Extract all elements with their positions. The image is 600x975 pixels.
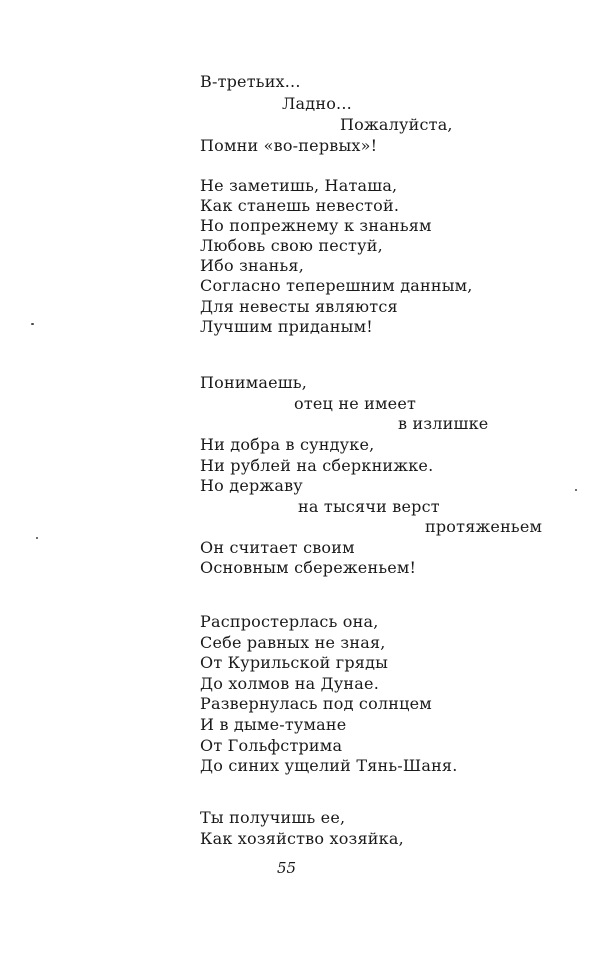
poem-line: Развернулась под солнцем xyxy=(200,694,432,713)
poem-line: на тысячи верст xyxy=(298,497,440,516)
poem-line: Ты получишь ее, xyxy=(200,808,346,827)
poem-line: Как хозяйство хозяйка, xyxy=(200,829,404,848)
poem-line: Ни добра в сундуке, xyxy=(200,435,375,454)
poem-line: В-третьих... xyxy=(200,72,301,91)
poem-line: протяженьем xyxy=(425,517,543,536)
poem-line: Ибо знанья, xyxy=(200,256,304,275)
scan-speck xyxy=(575,489,577,491)
poem-line: От Курильской гряды xyxy=(200,653,389,672)
poem-line: До синих ущелий Тянь-Шаня. xyxy=(200,756,458,775)
poem-line: Он считает своим xyxy=(200,538,355,557)
poem-line: Как станешь невестой. xyxy=(200,196,400,215)
scan-speck xyxy=(36,537,38,539)
poem-line: И в дыме-тумане xyxy=(200,715,347,734)
scan-speck xyxy=(31,323,34,325)
poem-line: Пожалуйста, xyxy=(340,115,453,134)
poem-line: Понимаешь, xyxy=(200,373,308,392)
poem-line: Лучшим приданым! xyxy=(200,317,373,336)
poem-line: Для невесты являются xyxy=(200,297,398,316)
poem-line: Ни рублей на сберкнижке. xyxy=(200,456,434,475)
poem-line: Но державу xyxy=(200,476,303,495)
poem-line: Но попрежнему к знаньям xyxy=(200,216,432,235)
poem-line: Согласно теперешним данным, xyxy=(200,276,473,295)
poem-line: До холмов на Дунае. xyxy=(200,674,379,693)
poem-line: Не заметишь, Наташа, xyxy=(200,176,398,195)
poem-line: отец не имеет xyxy=(294,394,417,413)
page-number: 55 xyxy=(277,859,297,877)
poem-line: Помни «во-первых»! xyxy=(200,136,378,155)
poem-line: От Гольфстрима xyxy=(200,736,343,755)
poem-line: в излишке xyxy=(398,414,489,433)
poem-line: Любовь свою пестуй, xyxy=(200,236,383,255)
poem-line: Ладно... xyxy=(282,94,352,113)
poem-line: Себе равных не зная, xyxy=(200,633,386,652)
poem-line: Распростерлась она, xyxy=(200,612,379,631)
poem-line: Основным сбереженьем! xyxy=(200,558,417,577)
